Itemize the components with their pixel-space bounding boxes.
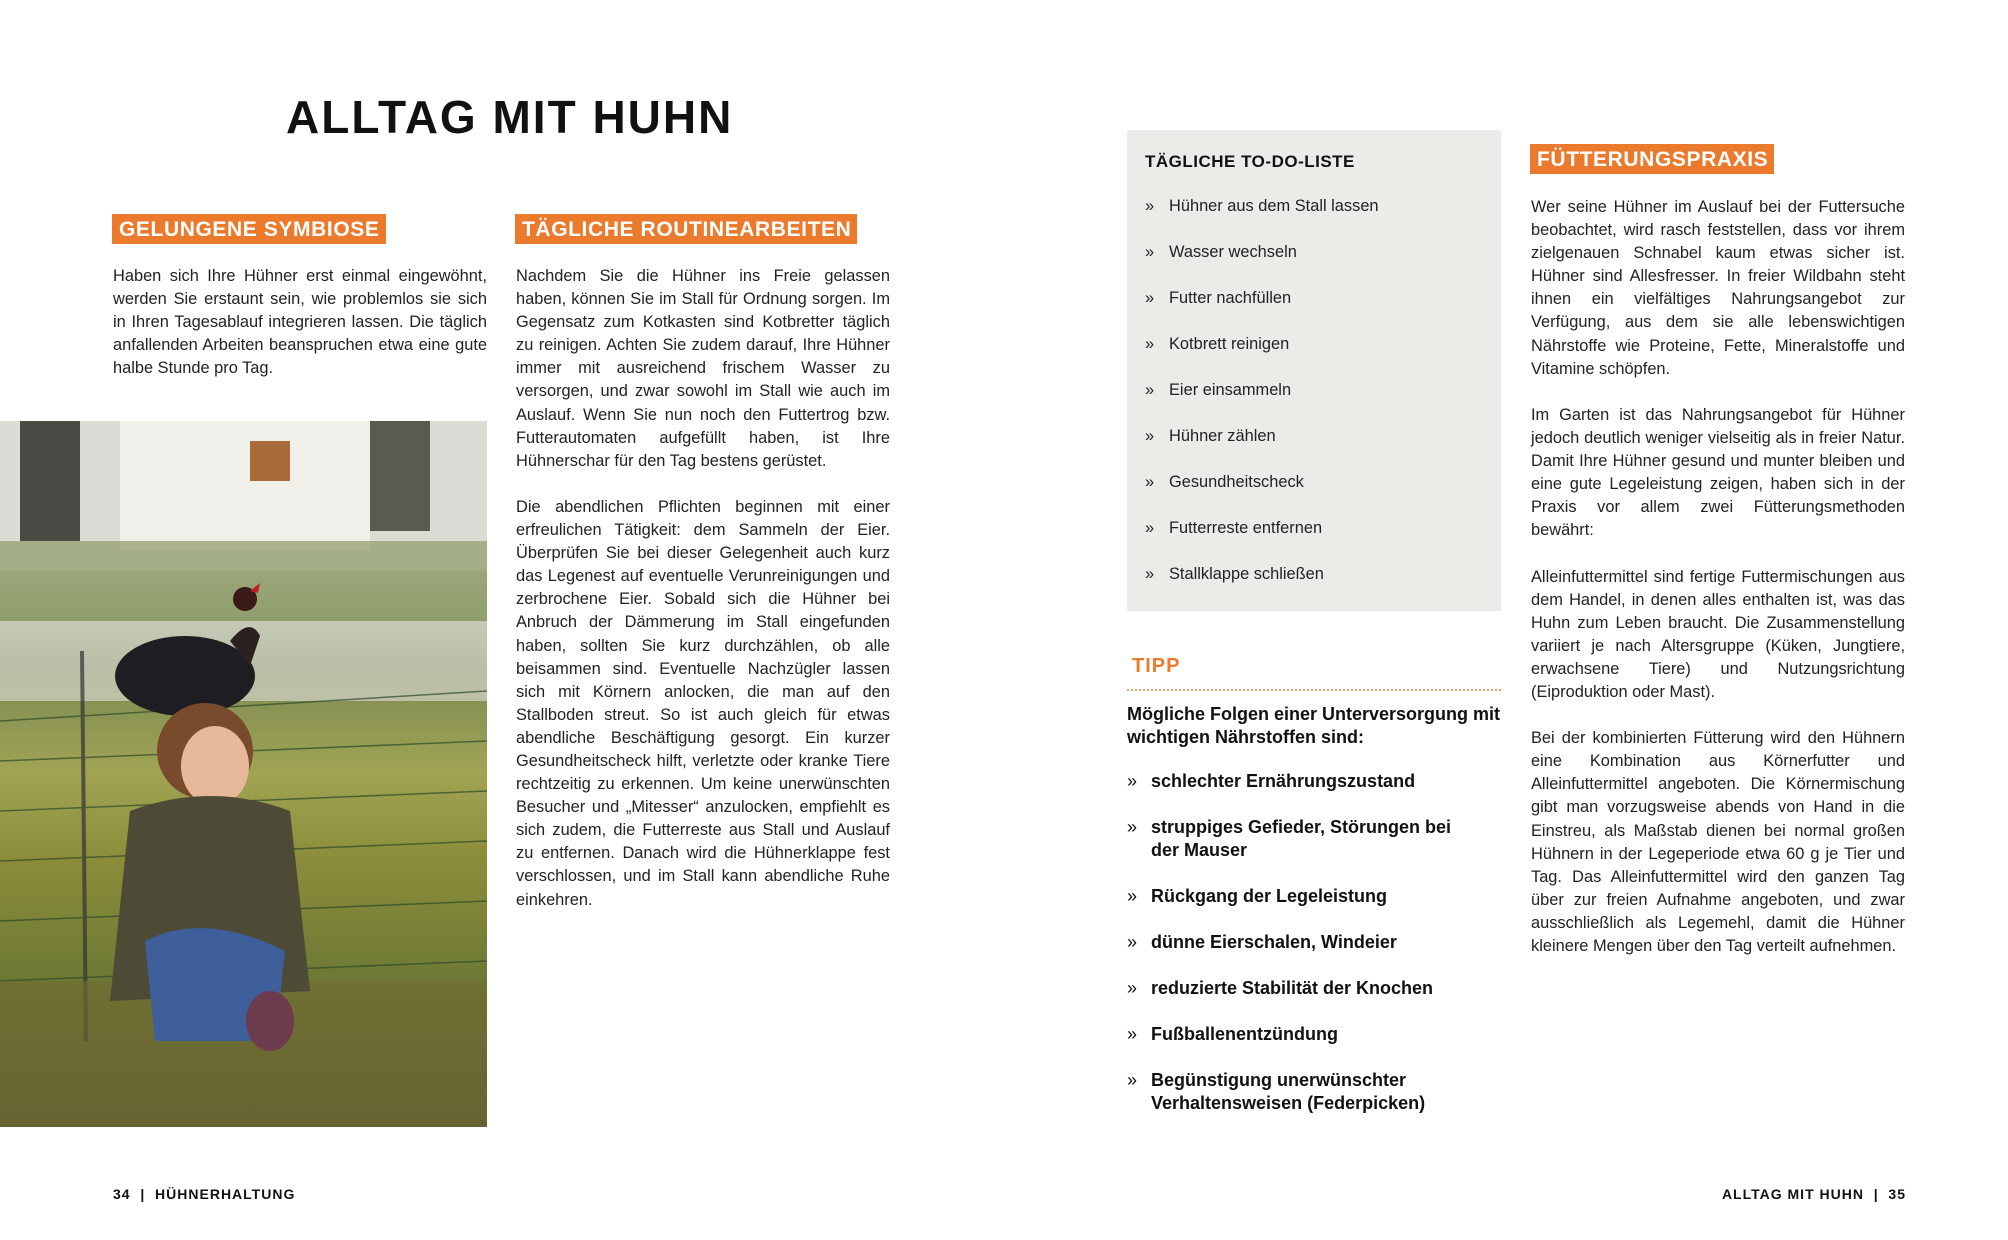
tip-item [1127,770,1501,793]
todo-item [1145,519,1322,538]
tip-label: TIPP [1132,655,1181,677]
tip-item-label: schlechter Ernährungszustand [1151,771,1416,791]
bullet-icon: » [1127,817,1138,837]
paragraph: Haben sich Ihre Hühner erst einmal eingewöhnt, werden Sie erstaunt sein, wie problemlos sie sich in Ihren Tagesablauf integrieren lassen. Die täglich anfallenden Arbeiten beanspruchen etwa eine gute halbe Stunde pro Tag. [113,267,487,378]
tip-item [1127,1069,1487,1115]
tip-item [1127,977,1501,1000]
todo-label: Eier einsammeln [1169,381,1292,399]
page-title: ALLTAG MIT HUHN [286,91,734,143]
fuetterung-text [1531,196,1905,981]
footer-left-page-number: 34 | HÜHNERHALTUNG [113,1186,296,1202]
todo-item [1145,565,1324,584]
bullet-icon: » [1127,771,1138,791]
symbiose-text [113,265,487,404]
todo-label: Futter nachfüllen [1169,289,1292,307]
todo-title: TÄGLICHE TO-DO-LISTE [1145,152,1355,171]
paragraph: Im Garten ist das Nahrungsangebot für Hühner jedoch deutlich weniger vielseitig als in freier Natur. Damit Ihre Hühner gesund und munter bleiben und eine gute Legeleistung zeigen, haben sich in der Praxis vor allem zwei Fütterungsmethoden bewährt: [1531,405,1905,540]
tip-item-label: struppiges Gefieder, Störungen bei der Mauser [1151,817,1452,860]
tip-item [1127,885,1501,908]
todo-label: Stallklappe schließen [1169,565,1324,583]
tip-heading: Mögliche Folgen einer Unterversorgung mit wichtigen Nährstoffen sind: [1127,704,1501,747]
section-heading-routine: TÄGLICHE ROUTINEARBEITEN [515,214,857,244]
todo-label: Futterreste entfernen [1169,519,1323,537]
bullet-icon: » [1127,1024,1138,1044]
paragraph: Wer seine Hühner im Auslauf bei der Futtersuche beobachtet, wird rasch feststellen, dass vor ihrem zielgenauen Schnabel kaum etwas sicher ist. Hühner sind Allesfresser. In freier Wildbahn steht ihnen ein vielfältiges Nahrungsangebot zur Verfügung, aus dem sie alle lebenswichtigen Nährstoffe wie Proteine, Fette, Mineralstoffe und Vitamine schöpfen. [1531,198,1905,378]
paragraph: Alleinfuttermittel sind fertige Futtermischungen aus dem Handel, in denen alles enthalten ist, was das Huhn zum Leben braucht. Die Zusammenstellung variiert je nach Altersgruppe (Küken, Jungtiere, erwachsene Tiere) und Nutzungsrichtung (Eiproduktion oder Mast). [1531,567,1905,701]
tip-item-label: Fußballenentzündung [1151,1024,1338,1044]
dotted-divider [1127,689,1501,691]
bullet-icon: » [1127,932,1138,952]
bullet-icon: » [1145,473,1155,491]
bullet-icon: » [1127,1070,1138,1090]
todo-item [1145,243,1297,262]
bullet-icon: » [1145,289,1155,307]
todo-label: Hühner zählen [1169,427,1276,445]
paragraph: Bei der kombinierten Fütterung wird den Hühnern eine Kombination aus Körnerfutter und Alleinfuttermittel angeboten. Die Körnermischung gibt man vorzugsweise abends von Hand in die Einstreu, als Maßstab dienen bei normal großen Hühnern in der Legeperiode etwa 60 g je Tier und Tag. Das Alleinfuttermittel wird den ganzen Tag über zur freien Aufnahme angeboten, und zwar ausschließlich als Legemehl, damit die Hühner kleinere Mengen über den Tag verteilt aufnehmen. [1531,729,1905,955]
todo-label: Wasser wechseln [1169,243,1297,261]
todo-item [1145,289,1291,308]
routine-text [516,265,890,935]
todo-item [1145,473,1304,492]
bullet-icon: » [1145,197,1155,215]
bullet-icon: » [1145,381,1155,399]
bullet-icon: » [1145,565,1155,583]
section-heading-fuetterung: FÜTTERUNGSPRAXIS [1530,144,1774,174]
tip-item-label: Begünstigung unerwünschter Verhaltensweisen (Federpicken) [1151,1070,1426,1113]
paragraph: Nachdem Sie die Hühner ins Freie gelassen haben, können Sie im Stall für Ordnung sorgen. Im Gegensatz zum Kotkasten sind Kotbretter täglich zu reinigen. Achten Sie zudem darauf, Ihre Hühner immer mit ausreichend frischem Wasser zu versorgen, und zwar sowohl im Stall wie auch im Auslauf. Wenn Sie nun noch den Futtertrog bzw. Futterautomaten aufgefüllt haben, ist Ihre Hühnerschar für den Tag bestens gerüstet. [516,267,890,470]
tip-item-label: dünne Eierschalen, Windeier [1151,932,1397,952]
todo-label: Gesundheitscheck [1169,473,1304,491]
bullet-icon: » [1145,243,1155,261]
tip-item-label: reduzierte Stabilität der Knochen [1151,978,1434,998]
todo-label: Hühner aus dem Stall lassen [1169,197,1379,215]
todo-item [1145,335,1289,354]
todo-item [1145,427,1276,446]
photo-girl-with-chicken [0,421,487,1127]
bullet-icon: » [1145,427,1155,445]
tip-item [1127,931,1501,954]
tip-item-label: Rückgang der Legeleistung [1151,886,1388,906]
todo-item [1145,381,1291,400]
section-heading-symbiose: GELUNGENE SYMBIOSE [112,214,386,244]
bullet-icon: » [1145,519,1155,537]
footer-right-page-number: ALLTAG MIT HUHN | 35 [1721,1186,1906,1202]
bullet-icon: » [1127,886,1138,906]
photo-illustration [0,421,487,1127]
todo-label: Kotbrett reinigen [1169,335,1290,353]
tip-item [1127,1023,1501,1046]
todo-item [1145,197,1379,216]
bullet-icon: » [1127,978,1138,998]
paragraph: Die abendlichen Pflichten beginnen mit einer erfreulichen Tätigkeit: dem Sammeln der Eier. Überprüfen Sie bei dieser Gelegenheit auch kurz das Legenest auf eventuelle Verunreinigungen und zerbrochene Eier. Sobald sich die Hühner bei Anbruch der Dämmerung im Stall eingefunden haben, sollten Sie kurz durchzählen, ob alle beisammen sind. Eventuelle Nachzügler lassen sich mit Körnern anlocken, die man auf den Stallboden streut. So ist auch gleich für etwas abendliche Beschäftigung gesorgt. Ein kurzer Gesundheitscheck hilft, verletzte oder kranke Tiere rechtzeitig zu erkennen. Um keine unerwünschten Besucher und „Mitesser“ anzulocken, empfiehlt es sich zudem, die Futterreste aus Stall und Auslauf zu entfernen. Danach wird die Hühnerklappe fest verschlossen, und im Stall kann abendliche Ruhe einkehren. [516,497,890,909]
tip-item [1127,816,1467,862]
bullet-icon: » [1145,335,1155,353]
